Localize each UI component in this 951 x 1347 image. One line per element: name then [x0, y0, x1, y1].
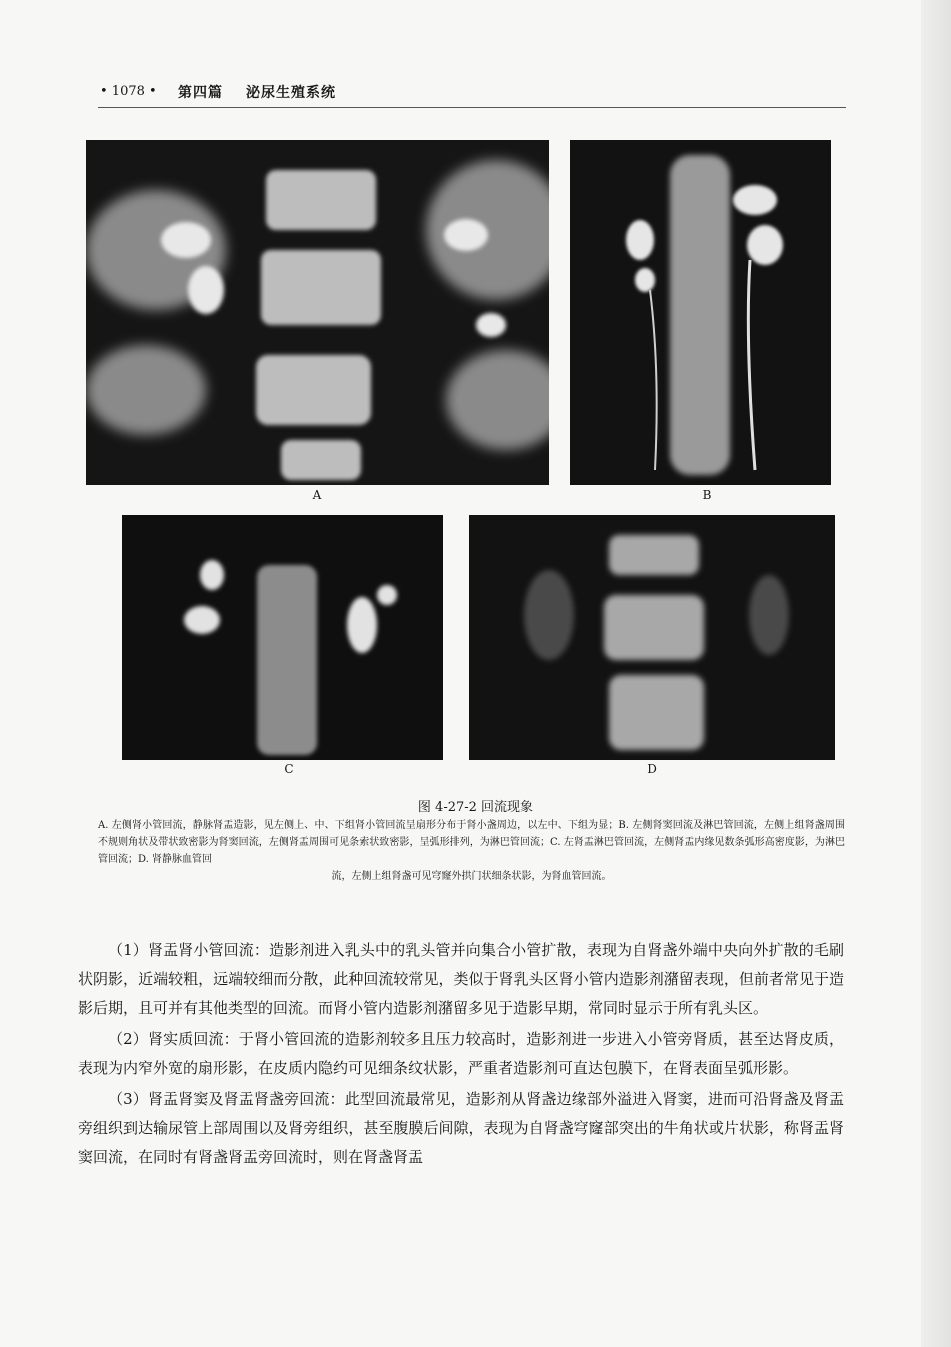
xray-panel-b	[570, 140, 831, 485]
xray-panel-c	[122, 515, 443, 760]
section-title: 泌尿生殖系统	[246, 85, 336, 101]
page-number: • 1078 •	[100, 84, 157, 99]
panel-label-a: A	[312, 488, 322, 502]
panel-label-b: B	[702, 488, 712, 502]
xray-panel-a	[86, 140, 549, 485]
figure-caption-last: 流，左侧上组肾盏可见穹窿外拱门状细条状影，为肾血管回流。	[331, 871, 612, 882]
running-header	[100, 82, 845, 106]
figure-title: 图 4-27-2 回流现象	[417, 800, 534, 815]
paragraph-1: （1）肾盂肾小管回流：造影剂进入乳头中的乳头管并向集合小管扩散，表现为自肾盏外端中央向外扩散的毛刷状阴影，近端较粗，远端较细而分散，此种回流较常见，类似于肾乳头区肾小管内造影剂潴留表现，但前者常见于造影后期，且可并有其他类型的回流。而肾小管内造影剂潴留多见于造影早期，常同时显示于所有乳头区。	[78, 941, 844, 1017]
page-edge-shadow	[921, 0, 951, 1347]
body-text	[78, 936, 844, 1174]
header-rule	[98, 107, 846, 108]
xray-panel-d	[469, 515, 835, 760]
panel-label-d: D	[647, 762, 657, 776]
panel-label-c: C	[284, 762, 294, 776]
part-title: 第四篇	[178, 85, 223, 101]
paragraph-2: （2）肾实质回流：于肾小管回流的造影剂较多且压力较高时，造影剂进一步进入小管旁肾质，甚至达肾皮质，表现为内窄外宽的扇形影，在皮质内隐约可见细条纹状影，严重者造影剂可直达包膜下，在肾表面呈弧形影。	[78, 1030, 844, 1077]
figure-caption-main: A. 左侧肾小管回流，静脉肾盂造影，见左侧上、中、下组肾小管回流呈扇形分布于肾小盏周边，以左中、下组为显；B. 左侧肾窦回流及淋巴管回流，左侧上组肾盏周围不规则角状及带状致密影为肾窦回流，左侧肾盂周围可见条索状致密影，呈弧形排列，为淋巴管回流；C. 左肾盂淋巴管回流，左侧肾盂内缘见数条弧形高密度影，为淋巴管回流；D. 肾静脉血管回	[98, 820, 845, 865]
figure-caption	[98, 817, 845, 885]
paragraph-3: （3）肾盂肾窦及肾盂肾盏旁回流：此型回流最常见，造影剂从肾盏边缘部外溢进入肾窦，进而可沿肾盏及肾盂旁组织到达输尿管上部周围以及肾旁组织，甚至腹膜后间隙，表现为自肾盏穹窿部突出的牛角状或片状影，称肾盂肾窦回流，在同时有肾盏肾盂旁回流时，则在肾盏肾盂	[78, 1090, 844, 1166]
